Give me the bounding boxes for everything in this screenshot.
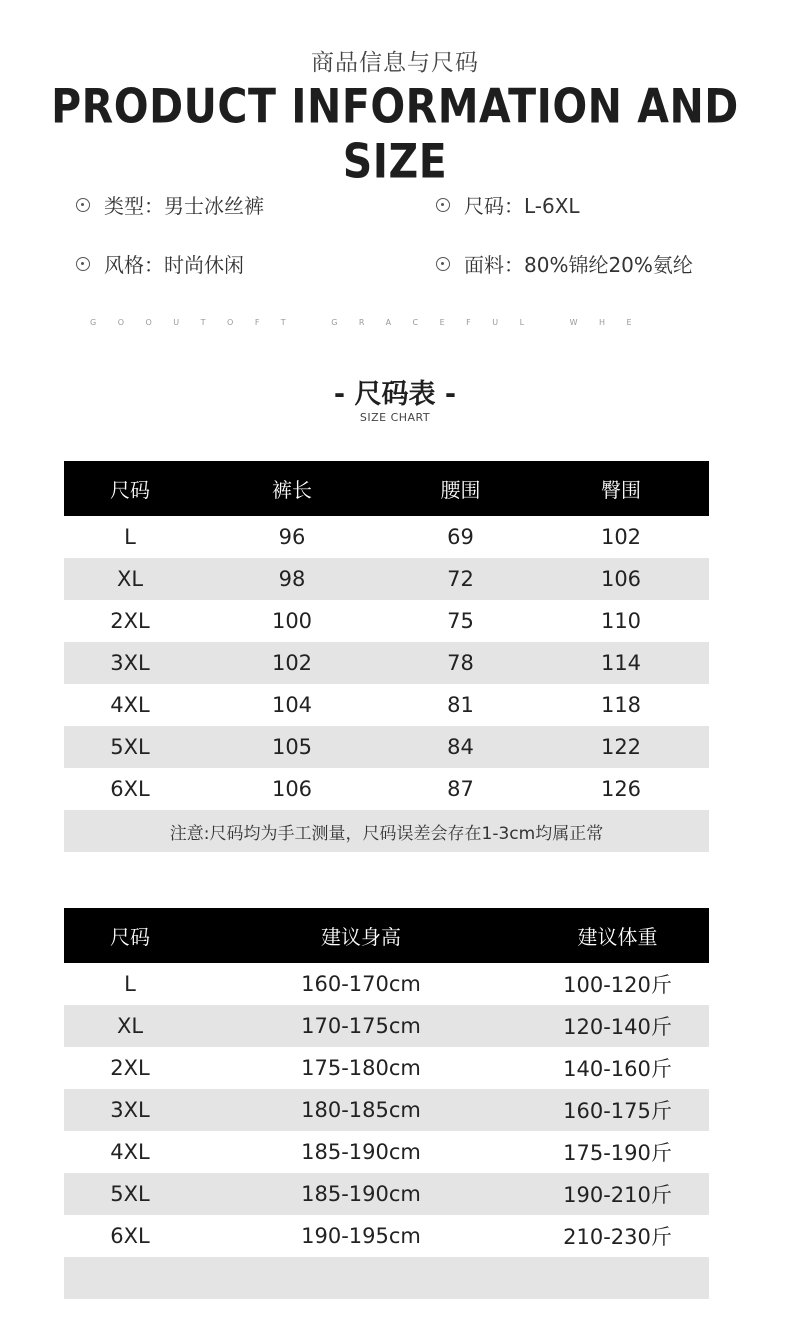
- size-chart-title: - 尺码表 -: [333, 379, 457, 410]
- size-note: 注意:尺码均为手工测量，尺码误差会存在1-3cm均属正常: [64, 810, 709, 852]
- header-height: 建议身高: [196, 908, 526, 963]
- header-waist: 腰围: [388, 461, 533, 516]
- blank-cell: [64, 1257, 709, 1299]
- cell-length: 104: [271, 693, 313, 717]
- cell-height: 175-180cm: [301, 1056, 421, 1080]
- cell-height: 190-195cm: [301, 1224, 421, 1248]
- cell-size: 4XL: [110, 693, 150, 717]
- cell-size: 2XL: [110, 609, 150, 633]
- cell-size: 4XL: [110, 1140, 150, 1164]
- decorative-text: GOOUTOFT GRACEFUL WHE: [90, 318, 654, 327]
- cell-size: 2XL: [110, 1056, 150, 1080]
- cell-size: 3XL: [64, 1089, 196, 1131]
- info-style-text: 风格：时尚休闲: [104, 253, 244, 277]
- info-type-text: 类型：男士冰丝裤: [104, 194, 264, 218]
- cell-height: 160-170cm: [301, 972, 421, 996]
- header-size: 尺码: [64, 908, 196, 963]
- bullet-circle-icon: [436, 198, 450, 212]
- table-header-row: [64, 908, 709, 963]
- header-length: 裤长: [196, 461, 388, 516]
- cell-waist: 84: [388, 726, 533, 768]
- cell-weight: 190-210斤: [526, 1173, 709, 1215]
- cell-weight: 160-175斤: [526, 1089, 709, 1131]
- table-row: [64, 726, 709, 768]
- cell-weight: 120-140斤: [526, 1005, 709, 1047]
- cell-size: 3XL: [64, 642, 196, 684]
- cell-height: 185-190cm: [196, 1173, 526, 1215]
- header-weight: 建议体重: [526, 908, 709, 963]
- info-style: [76, 249, 244, 278]
- cell-height: 185-190cm: [301, 1140, 421, 1164]
- info-size-text: 尺码：L-6XL: [464, 194, 580, 218]
- bullet-circle-icon: [76, 257, 90, 271]
- cell-waist: 78: [388, 642, 533, 684]
- cell-size: L: [124, 525, 136, 549]
- cell-hip: 122: [533, 726, 709, 768]
- cell-length: 102: [196, 642, 388, 684]
- table-row: [64, 642, 709, 684]
- table-row: [64, 1173, 709, 1215]
- table-row: [64, 600, 709, 642]
- cell-size: 6XL: [110, 1224, 150, 1248]
- cell-height: 180-185cm: [196, 1089, 526, 1131]
- table-row: [64, 1215, 709, 1257]
- table-header-row: [64, 461, 709, 516]
- cell-length: 96: [278, 525, 306, 549]
- header-size: 尺码: [64, 461, 196, 516]
- table-note-row: [64, 810, 709, 852]
- cell-length: 100: [271, 609, 313, 633]
- bullet-circle-icon: [76, 198, 90, 212]
- table-row: [64, 1089, 709, 1131]
- cell-hip: 126: [600, 777, 642, 801]
- bullet-circle-icon: [436, 257, 450, 271]
- cell-waist: 87: [447, 777, 474, 801]
- subtitle-cn: 商品信息与尺码: [311, 50, 479, 76]
- header-hip: 臀围: [533, 461, 709, 516]
- info-type: [76, 190, 264, 219]
- table-row: [64, 768, 709, 810]
- table-row: [64, 1005, 709, 1047]
- cell-height: 170-175cm: [196, 1005, 526, 1047]
- cell-hip: 110: [600, 609, 642, 633]
- info-fabric-text: 面料：80%锦纶20%氨纶: [464, 253, 693, 277]
- table-row: [64, 516, 709, 558]
- info-size: [436, 190, 580, 219]
- info-fabric: [436, 249, 693, 278]
- table-row: [64, 963, 709, 1005]
- cell-waist: 69: [447, 525, 474, 549]
- cell-size: L: [124, 972, 136, 996]
- cell-hip: 106: [533, 558, 709, 600]
- cell-waist: 75: [447, 609, 474, 633]
- cell-length: 105: [196, 726, 388, 768]
- table-row: [64, 558, 709, 600]
- cell-waist: 72: [388, 558, 533, 600]
- size-table: [64, 461, 709, 852]
- cell-size: 5XL: [64, 726, 196, 768]
- table-row: [64, 1131, 709, 1173]
- table-row: [64, 1047, 709, 1089]
- recommend-table: [64, 908, 709, 1299]
- cell-size: 6XL: [110, 777, 150, 801]
- cell-weight: 100-120斤: [563, 973, 672, 997]
- cell-size: XL: [64, 558, 196, 600]
- cell-length: 106: [271, 777, 313, 801]
- cell-weight: 140-160斤: [563, 1057, 672, 1081]
- table-row: [64, 684, 709, 726]
- size-chart-subtitle: SIZE CHART: [359, 411, 431, 424]
- page-title: PRODUCT INFORMATION AND SIZE: [51, 78, 739, 190]
- cell-hip: 114: [533, 642, 709, 684]
- cell-length: 98: [196, 558, 388, 600]
- cell-weight: 175-190斤: [563, 1141, 672, 1165]
- table-blank-row: [64, 1257, 709, 1299]
- cell-hip: 118: [600, 693, 642, 717]
- cell-size: 5XL: [64, 1173, 196, 1215]
- cell-size: XL: [64, 1005, 196, 1047]
- cell-weight: 210-230斤: [563, 1225, 672, 1249]
- cell-hip: 102: [600, 525, 642, 549]
- cell-waist: 81: [447, 693, 474, 717]
